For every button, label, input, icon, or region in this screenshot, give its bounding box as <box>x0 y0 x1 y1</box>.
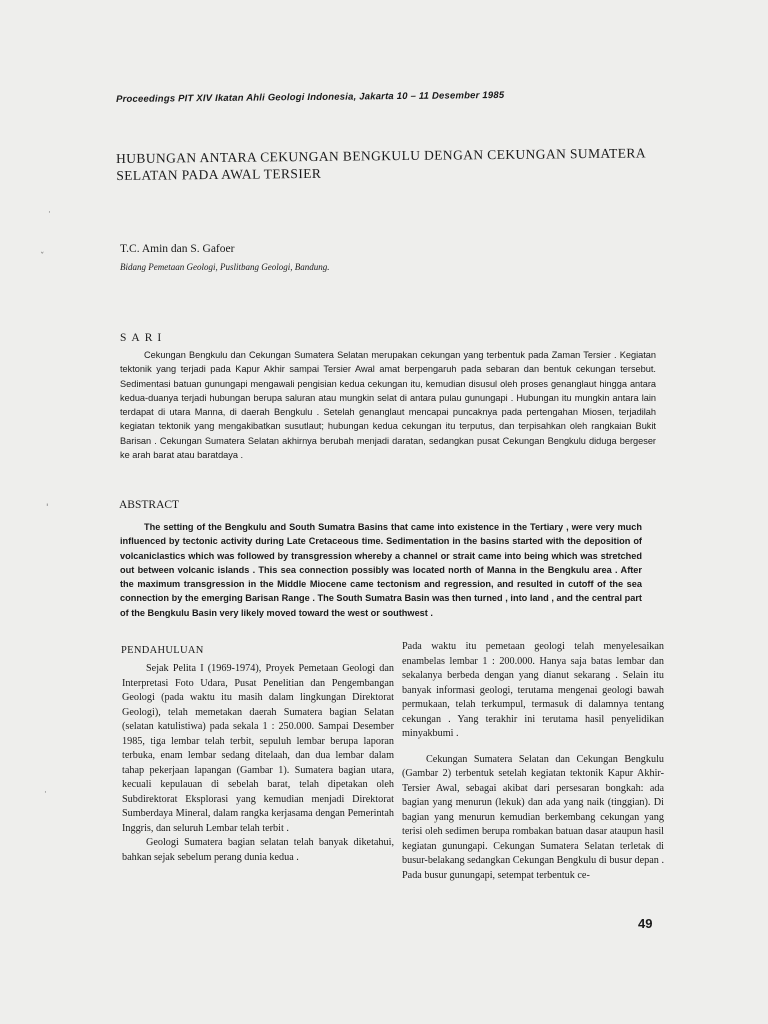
scan-speck: · <box>48 208 51 218</box>
right-column <box>402 640 664 883</box>
abstract-body: The setting of the Bengkulu and South Sumatra Basins that came into existence in the Tertiary , were very much influenced by tectonic activity during Late Cretaceous time. Sedimentation in the basins started with the deposition of volcaniclastics which was followed by transgression whereby a channel or strait came into being which was stretched out between volcanic islands . This sea connection possibly was located north of Manna in the Bengkulu area . After the maximum transgression in the Middle Miocene came tectonism and regression, and resulted in cutoff of the sea connection by the emerging Barisan Range . The South Sumatra Basin was then turned , into land , and the central part of the Bengkulu Basin very likely moved toward the west or southwest . <box>120 522 642 618</box>
intro-paragraph-4: Cekungan Sumatera Selatan dan Cekungan Bengkulu (Gambar 2) terbentuk setelah kegiatan tektonik Kapur Akhir-Tersier Awal, sebagai akibat dari persesaran bongkah: ada bagian yang menurun (lekuk) dan ada yang naik (tinggian). Di bagian yang menurun kemudian berkembang cekungan yang terisi oleh sedimen berupa rombakan batuan dasar ataupun hasil kegiatan gunungapi. Cekungan Sumatera Selatan terletak di busur-belakang sedangkan Cekungan Bengkulu di busur depan . Pada busur gunungapi, setempat terbentuk ce- <box>402 753 664 881</box>
sari-heading: SARI <box>120 332 167 344</box>
scan-speck: · <box>44 788 47 798</box>
article-title: HUBUNGAN ANTARA CEKUNGAN BENGKULU DENGAN CEKUNGAN SUMATERA SELATAN PADA AWAL TERSIER <box>116 145 646 183</box>
left-column <box>122 662 394 865</box>
abstract-heading: ABSTRACT <box>119 499 180 511</box>
proceedings-header: Proceedings PIT XIV Ikatan Ahli Geologi Indonesia, Jakarta 10 – 11 Desember 1985 <box>116 89 505 105</box>
sari-body: Cekungan Bengkulu dan Cekungan Sumatera Selatan merupakan cekungan yang terbentuk pada Zaman Tersier . Kegiatan tektonik yang terjadi pada Kapur Akhir sampai Tersier Awal amat berpengaruh pada sebaran dan bentuk cekungan tersebut. Sedimentasi batuan gunungapi mengawali pengisian kedua cekungan itu, kemudian disusul oleh proses genanglaut hingga antara kedua-duanya terjadi hubungan berupa saluran atau mungkin selat di antara pulau gunungapi . Hubungan itu mungkin antara lain terdapat di utara Manna, di daerah Bengkulu . Setelah genanglaut mencapai puncaknya pada pertengahan Miosen, terjadilah kegiatan tektonik yang mengakibatkan susutlaut; hubungan kedua cekungan itu terputus, dan terpisahkan oleh rangkaian Bukit Barisan . Cekungan Sumatera Selatan akhirnya berubah menjadi daratan, sedangkan pusat Cekungan Bengkulu diduga bergeser ke arah barat atau baratdaya . <box>120 350 656 461</box>
intro-paragraph-1: Sejak Pelita I (1969-1974), Proyek Pemetaan Geologi dan Interpretasi Foto Udara, Pusat Penelitian dan Pengembangan Geologi (pada waktu itu masih dalam lingkungan Direktorat Geologi), telah memetakan daerah Sumatera bagian Selatan (selatan katulistiwa) pada sekala 1 : 250.000. Sampai Desember 1985, tiga lembar telah terbit, sepuluh lembar berupa laporan terbuka, enam lembar sedang ditelaah, dan dua lembar dalam tahap pekerjaan lapangan (Gambar 1). Sumatera bagian utara, kecuali kepulauan di sebelah barat, telah dipetakan oleh Subdirektorat Eksplorasi yang kemudian menjadi Direktorat Sumberdaya Mineral, dalam rangka kerjasama dengan Pemerintah Inggris, dan seluruh Lembar telah terbit . <box>122 663 394 834</box>
intro-paragraph-2: Geologi Sumatera bagian selatan telah banyak diketahui, bahkan sejak sebelum perang dunia kedua . <box>122 837 394 863</box>
affiliation: Bidang Pemetaan Geologi, Puslitbang Geologi, Bandung. <box>120 262 330 272</box>
scan-speck: ˇ <box>40 252 45 262</box>
intro-paragraph-3: Pada waktu itu pemetaan geologi telah menyelesaikan enambelas lembar 1 : 200.000. Hanya saja batas lembar dan sekalanya berbeda dengan yang dianut sekarang . Selain itu banyak informasi geologi, terutama mengenai geologi bawah permukaan, telah terkumpul, termasuk di dalamnya tentang cekungan . Yang terakhir ini terutama hasil penyelidikan minyakbumi . <box>402 641 664 739</box>
pendahuluan-heading: PENDAHULUAN <box>121 645 204 656</box>
page-number: 49 <box>638 916 653 931</box>
authors: T.C. Amin dan S. Gafoer <box>120 243 235 255</box>
scan-speck: ' <box>46 503 49 513</box>
